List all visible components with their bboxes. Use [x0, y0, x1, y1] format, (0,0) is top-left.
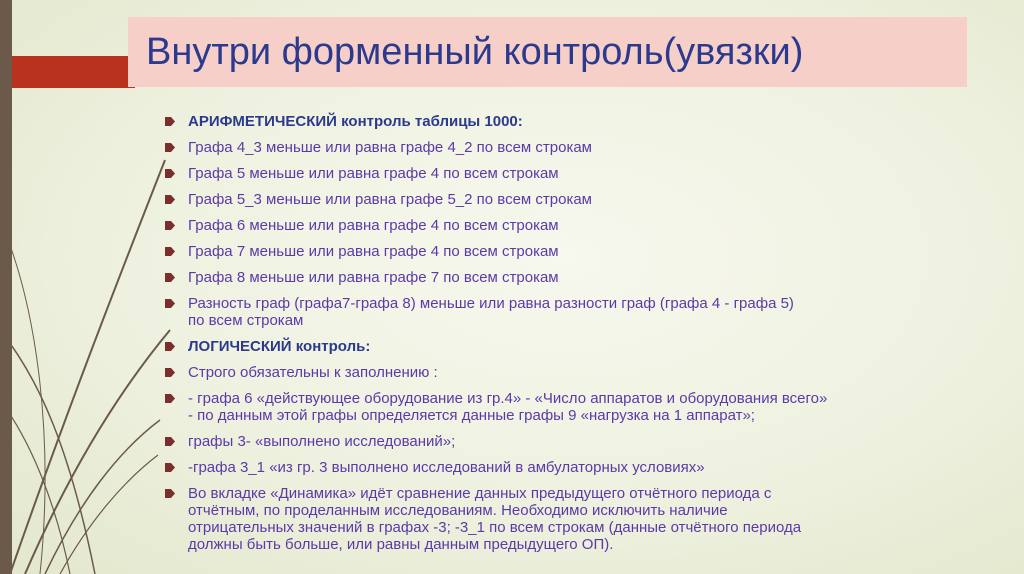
arrow-bullet-icon — [165, 169, 175, 178]
list-item-text: ЛОГИЧЕСКИЙ контроль: — [188, 338, 371, 355]
arrow-bullet-icon — [165, 195, 175, 204]
list-item — [165, 243, 965, 260]
arrow-bullet-icon — [165, 221, 175, 230]
arrow-bullet-icon — [165, 273, 175, 282]
list-item-text: Графа 5_3 меньше или равна графе 5_2 по всем строкам — [188, 191, 592, 208]
arrow-bullet-icon — [165, 489, 175, 498]
list-item — [165, 485, 965, 553]
list-item — [165, 295, 965, 329]
list-item — [165, 338, 965, 355]
arrow-bullet-icon — [165, 394, 175, 403]
arrow-bullet-icon — [165, 143, 175, 152]
list-item — [165, 217, 965, 234]
arrow-bullet-icon — [165, 247, 175, 256]
list-item-text: Графа 7 меньше или равна графе 4 по всем строкам — [188, 243, 559, 260]
list-item-text: АРИФМЕТИЧЕСКИЙ контроль таблицы 1000: — [188, 113, 523, 130]
arrow-bullet-icon — [165, 342, 175, 351]
red-accent-bar — [0, 56, 135, 88]
list-item-text: Разность граф (графа7-графа 8) меньше или равна разности граф (графа 4 - графа 5) по всем строкам — [188, 295, 794, 329]
bullet-list — [165, 113, 965, 562]
list-item-text: Графа 8 меньше или равна графе 7 по всем строкам — [188, 269, 559, 286]
list-item — [165, 191, 965, 208]
list-item-text: -графа 3_1 «из гр. 3 выполнено исследований в амбулаторных условиях» — [188, 459, 705, 476]
list-item — [165, 364, 965, 381]
list-item — [165, 113, 965, 130]
title-box — [128, 17, 967, 87]
arrow-bullet-icon — [165, 437, 175, 446]
list-item — [165, 139, 965, 156]
arrow-bullet-icon — [165, 368, 175, 377]
left-edge-bar — [0, 0, 12, 574]
list-item — [165, 269, 965, 286]
list-item-text: Во вкладке «Динамика» идёт сравнение данных предыдущего отчётного периода с отчётным, по проделанным исследованиям. Необходимо исключить наличие отрицательных значений в графах -3; -3_1 по всем строкам (данные отчётного периода должны быть больше, или равны данным предыдущего ОП). — [188, 485, 802, 553]
list-item-text: Строго обязательны к заполнению : — [188, 364, 438, 381]
slide-title: Внутри форменный контроль(увязки) — [146, 31, 804, 73]
arrow-bullet-icon — [165, 299, 175, 308]
list-item-text: - графа 6 «действующее оборудование из гр.4» - «Число аппаратов и оборудования всего» - по данным этой графы определяется данные графы 9 «нагрузка на 1 аппарат»; — [188, 390, 828, 424]
list-item-text: Графа 5 меньше или равна графе 4 по всем строкам — [188, 165, 559, 182]
arrow-bullet-icon — [165, 463, 175, 472]
list-item-text: Графа 6 меньше или равна графе 4 по всем строкам — [188, 217, 559, 234]
list-item — [165, 165, 965, 182]
list-item-text: Графа 4_3 меньше или равна графе 4_2 по всем строкам — [188, 139, 592, 156]
list-item — [165, 459, 965, 476]
arrow-bullet-icon — [165, 117, 175, 126]
list-item — [165, 433, 965, 450]
list-item — [165, 390, 965, 424]
list-item-text: графы 3- «выполнено исследований»; — [188, 433, 456, 450]
